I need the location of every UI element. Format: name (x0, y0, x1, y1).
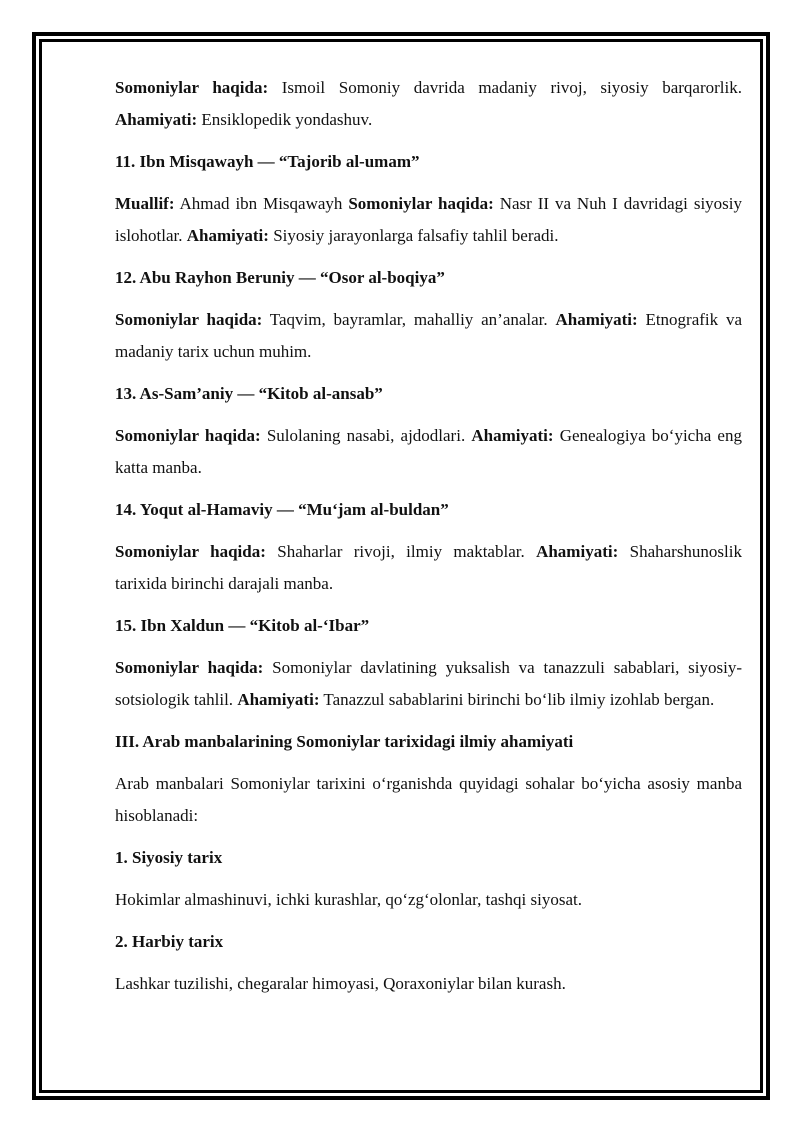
document-body (115, 72, 742, 1000)
section-heading: 14. Yoqut al-Hamaviy — “Mu‘jam al-buldan” (115, 500, 449, 519)
section-heading: 12. Abu Rayhon Beruniy — “Osor al-boqiya” (115, 268, 445, 287)
paragraph: Hokimlar almashinuvi, ichki kurashlar, qo‘zg‘olonlar, tashqi siyosat. (115, 890, 582, 909)
paragraph: Somoniylar haqida: Taqvim, bayramlar, mahalliy an’analar. Ahamiyati: Etnografik va madaniy tarix uchun muhim. (115, 310, 742, 361)
paragraph: Somoniylar haqida: Shaharlar rivoji, ilmiy maktablar. Ahamiyati: Shaharshunoslik tarixida birinchi darajali manba. (115, 542, 742, 593)
section-heading: 13. As-Sam’aniy — “Kitob al-ansab” (115, 384, 383, 403)
paragraph: Somoniylar haqida: Somoniylar davlatining yuksalish va tanazzuli sabablari, siyosiy-sotsiologik tahlil. Ahamiyati: Tanazzul sabablarini birinchi bo‘lib ilmiy izohlab bergan. (115, 658, 742, 709)
section-heading: 1. Siyosiy tarix (115, 848, 223, 867)
paragraph: Arab manbalari Somoniylar tarixini o‘rganishda quyidagi sohalar bo‘yicha asosiy manba hisoblanadi: (115, 774, 742, 825)
section-heading: III. Arab manbalarining Somoniylar tarixidagi ilmiy ahamiyati (115, 732, 574, 751)
paragraph: Somoniylar haqida: Sulolaning nasabi, ajdodlari. Ahamiyati: Genealogiya bo‘yicha eng katta manba. (115, 426, 742, 477)
paragraph: Somoniylar haqida: Ismoil Somoniy davrida madaniy rivoj, siyosiy barqarorlik. Ahamiyati: Ensiklopedik yondashuv. (115, 78, 742, 129)
section-heading: 11. Ibn Misqawayh — “Tajorib al-umam” (115, 152, 420, 171)
section-heading: 15. Ibn Xaldun — “Kitob al-‘Ibar” (115, 616, 370, 635)
paragraph: Muallif: Ahmad ibn Misqawayh Somoniylar haqida: Nasr II va Nuh I davridagi siyosiy islohotlar. Ahamiyati: Siyosiy jarayonlarga falsafiy tahlil beradi. (115, 194, 743, 245)
section-heading: 2. Harbiy tarix (115, 932, 224, 951)
paragraph: Lashkar tuzilishi, chegaralar himoyasi, Qoraxoniylar bilan kurash. (115, 974, 566, 993)
